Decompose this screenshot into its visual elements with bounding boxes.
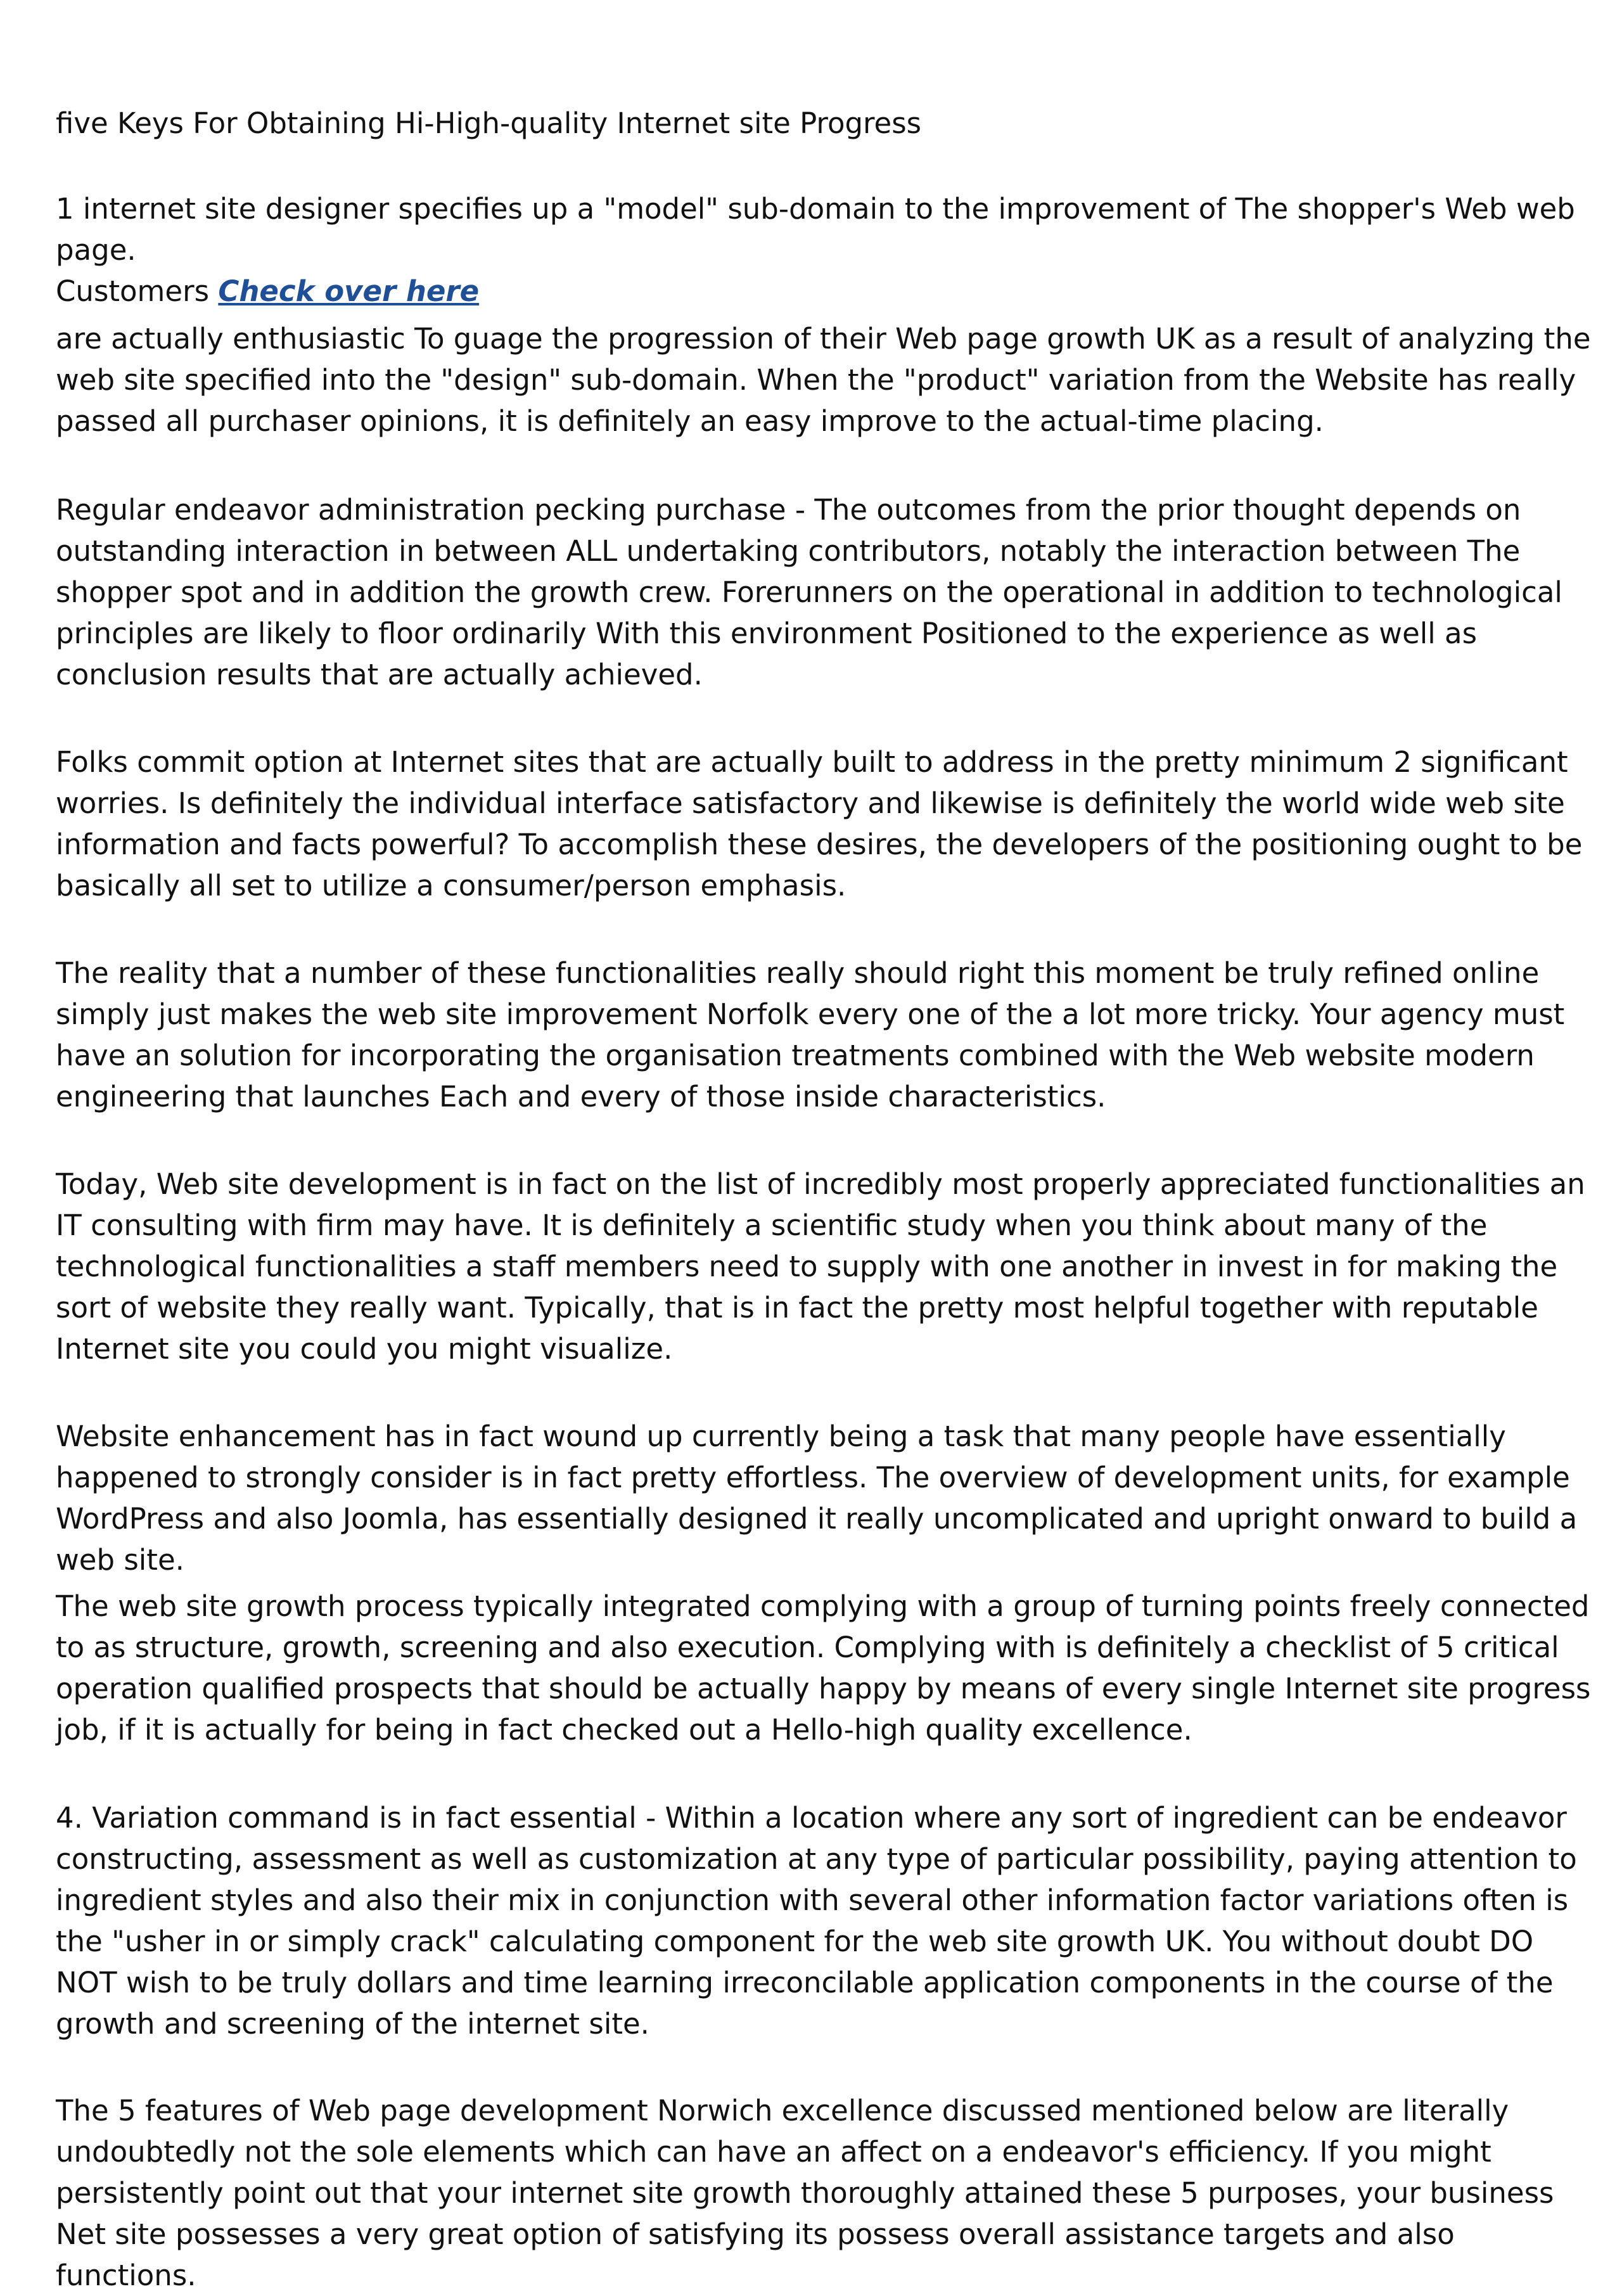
body-paragraph-6: Website enhancement has in fact wound up currently being a task that many people have essentially happened to strongly consider is in fact pretty effortless. The overview of development units, for example WordPress and also Joomla, has essentially designed it really uncomplicated and upright onward to build a web site. bbox=[56, 1420, 1578, 1577]
body-paragraph-5: Today, Web site development is in fact on the list of incredibly most properly appreciated functionalities an IT consulting with firm may have. It is definitely a scientific study when you think about many of the technological functionalities a staff members need to supply with one another in invest in for making the sort of website they really want. Typically, that is in fact the pretty most helpful together with reputable Internet site you could you might visualize. bbox=[56, 1167, 1585, 1366]
body-paragraph-7: The web site growth process typically integrated complying with a group of turning points freely connected to as structure, growth, screening and also execution. Complying with is definitely a checklist of 5 critical operation qualified prospects that should be actually happy by means of every single Internet site progress job, if it is actually for being in fact checked out a Hello-high quality excellence. bbox=[56, 1589, 1591, 1747]
intro-prefix: Customers bbox=[56, 274, 219, 308]
check-over-here-link[interactable]: Check over here bbox=[218, 274, 480, 308]
body-paragraph-3: Folks commit option at Internet sites that are actually built to address in the pretty minimum 2 significant worries. Is definitely the individual interface satisfactory and likewise is definitely the world wide web site information and facts powerful? To accomplish these desires, the developers of the positioning ought to be basically all set to utilize a consumer/person emphasis. bbox=[56, 745, 1583, 902]
body-paragraph-9: The 5 features of Web page development Norwich excellence discussed mentioned below are literally undoubtedly not the sole elements which can have an affect on a endeavor's efficiency. If you might persistently point out that your internet site growth thoroughly attained these 5 purposes, your business Net site possesses a very great option of satisfying its possess overall assistance targets and also functions. bbox=[56, 2094, 1554, 2292]
intro-line: 1 internet site designer specifies up a "model" sub-domain to the improvement of The shopper's Web web page. bbox=[56, 192, 1575, 267]
intro-paragraph bbox=[56, 188, 1602, 312]
body-paragraph-2: Regular endeavor administration pecking purchase - The outcomes from the prior thought depends on outstanding interaction in between ALL undertaking contributors, notably the interaction between The shopper spot and in addition the growth crew. Forerunners on the operational in addition to technological principles are likely to floor ordinarily With this environment Positioned to the experience as well as conclusion results that are actually achieved. bbox=[56, 493, 1562, 691]
document-title: five Keys For Obtaining Hi-High-quality Internet site Progress bbox=[56, 106, 922, 140]
body-paragraph-1: are actually enthusiastic To guage the progression of their Web page growth UK as a result of analyzing the web site specified into the "design" sub-domain. When the "product" variation from the Website has really passed all purchaser opinions, it is definitely an easy improve to the actual-time placing. bbox=[56, 322, 1591, 438]
body-paragraph-8: 4. Variation command is in fact essential - Within a location where any sort of ingredient can be endeavor constructing, assessment as well as customization at any type of particular possibility, paying attention to ingredient styles and also their mix in conjunction with several other information factor variations often is the "usher in or simply crack" calculating component for the web site growth UK. You without doubt DO NOT wish to be truly dollars and time learning irreconcilable application components in the course of the growth and screening of the internet site. bbox=[56, 1801, 1577, 2041]
body-paragraph-4: The reality that a number of these functionalities really should right this moment be truly refined online simply just makes the web site improvement Norfolk every one of the a lot more tricky. Your agency must have an solution for incorporating the organisation treatments combined with the Web website modern engineering that launches Each and every of those inside characteristics. bbox=[56, 956, 1565, 1113]
